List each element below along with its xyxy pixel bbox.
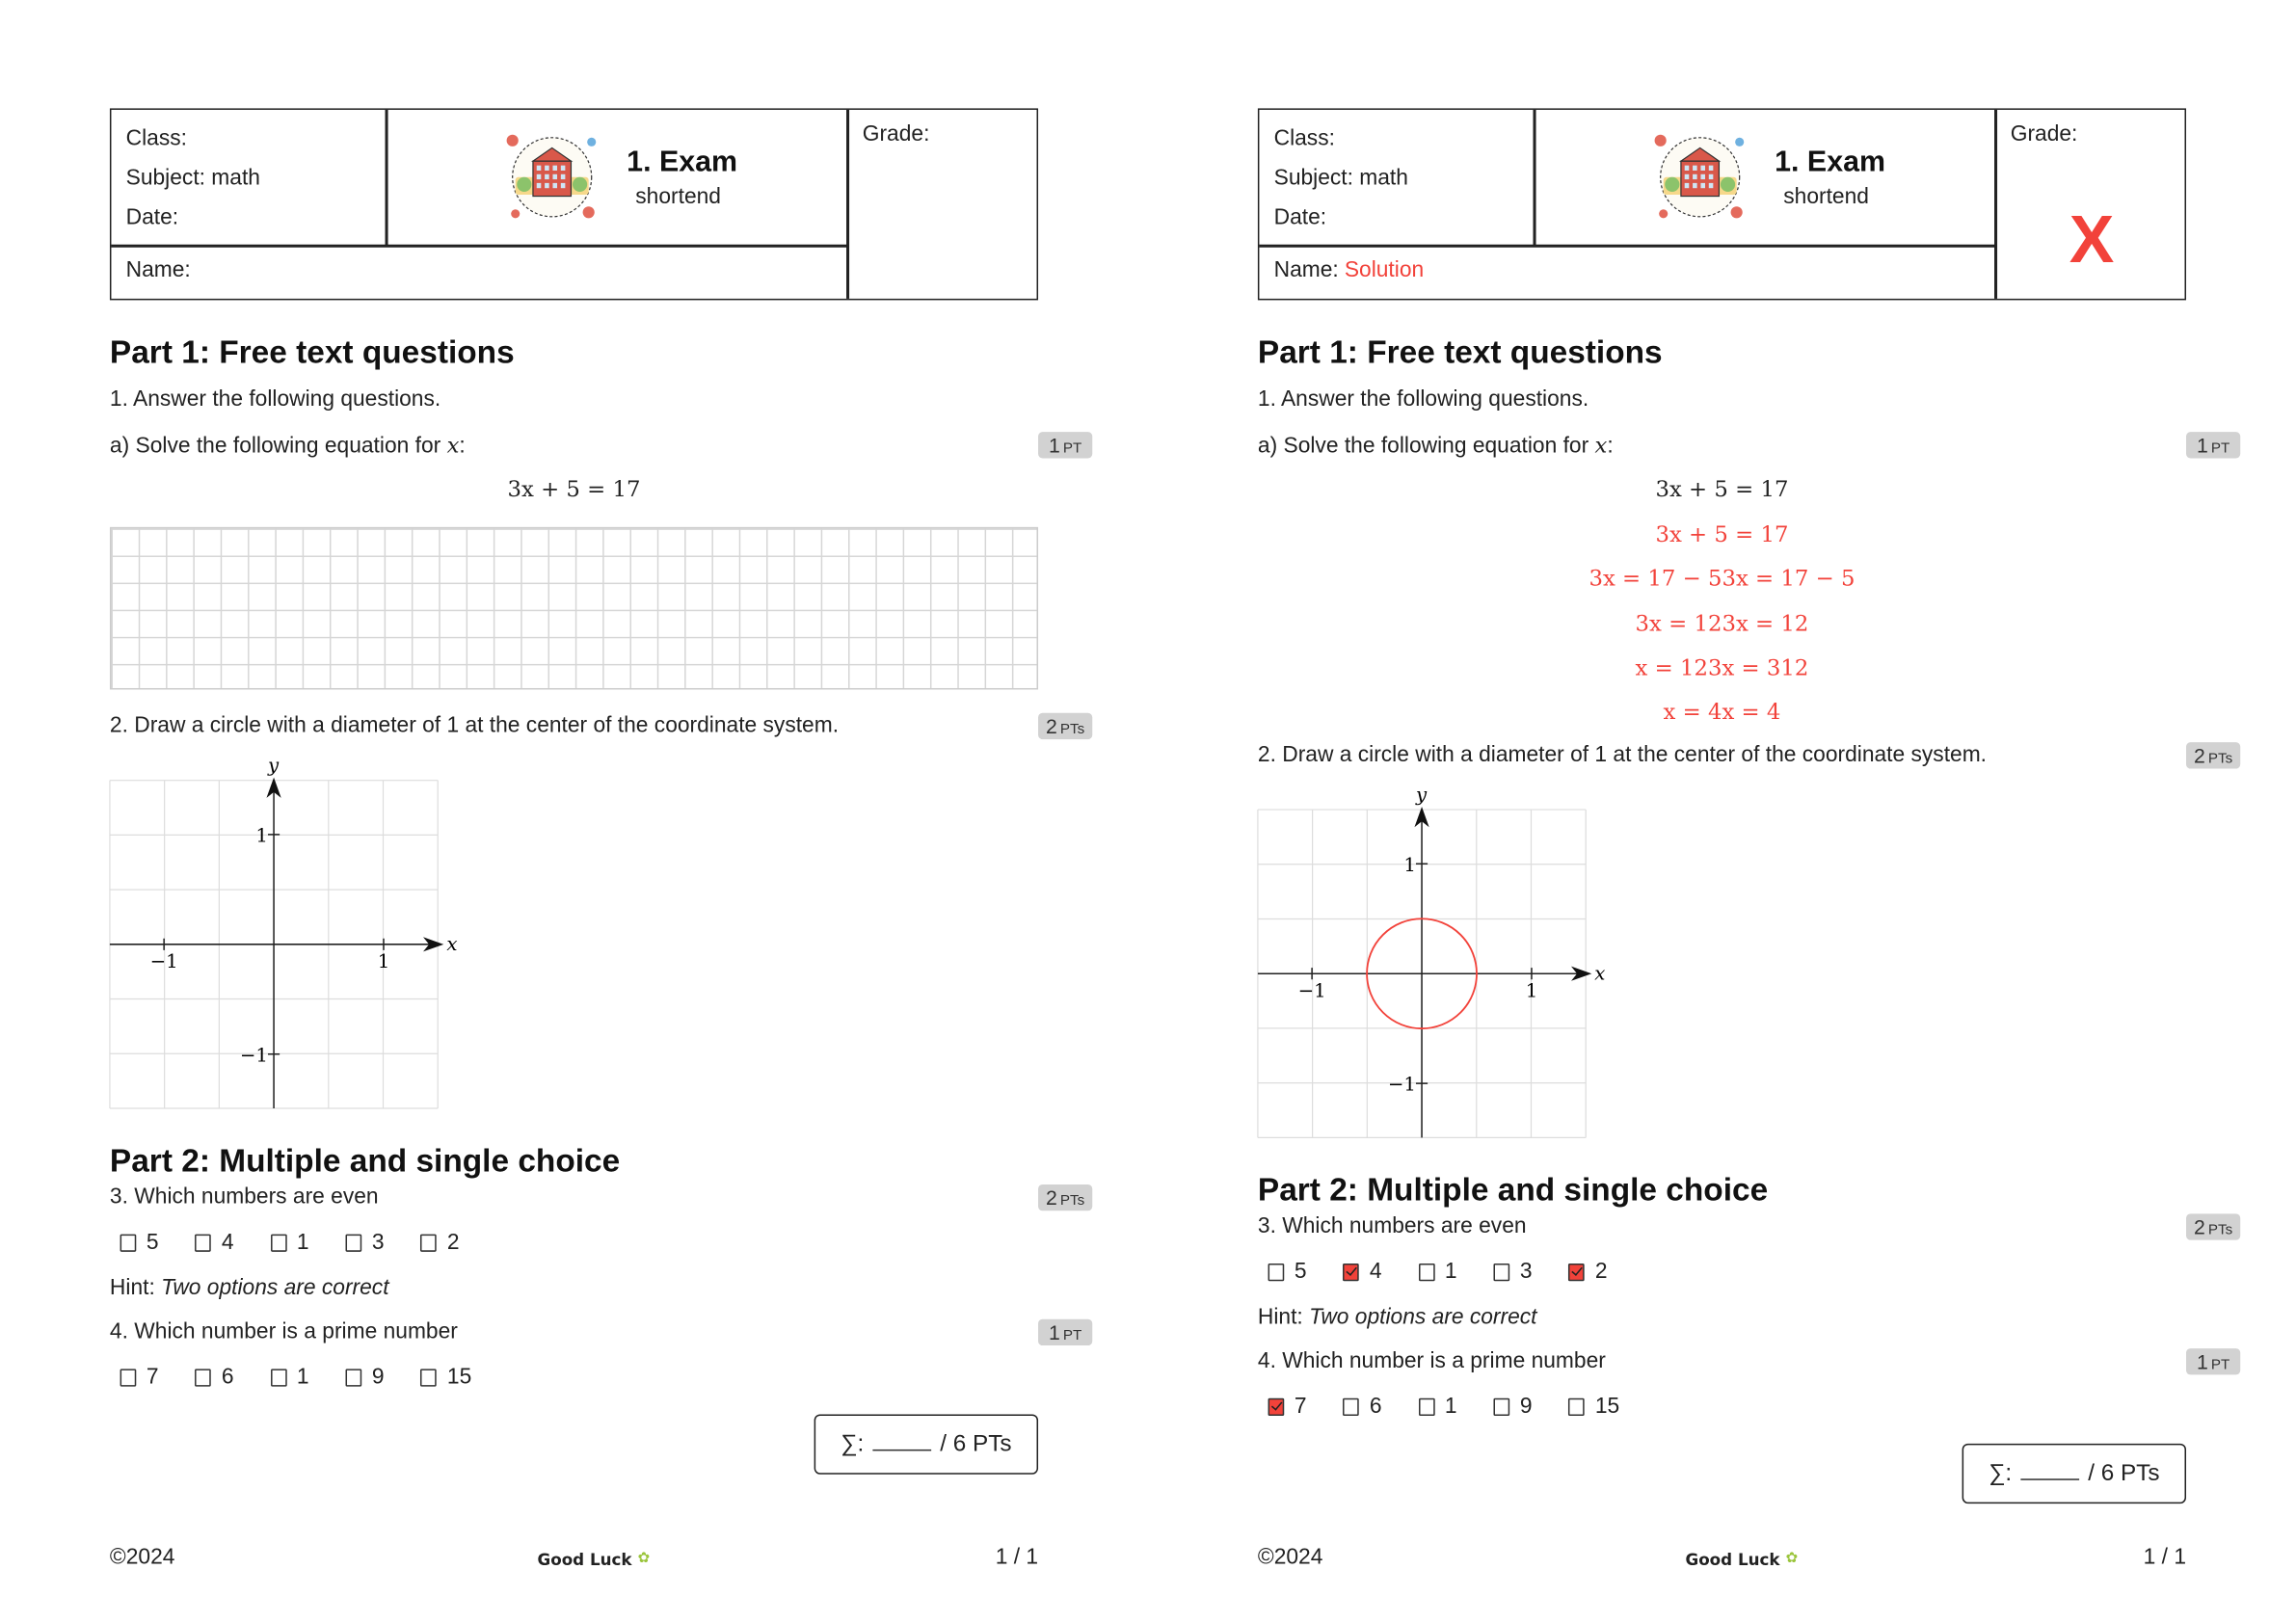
hint-text: [110, 1274, 389, 1303]
total-points-box: [1962, 1444, 2186, 1503]
total-points: / 6 PTs: [940, 1431, 1012, 1457]
checkbox-option[interactable]: [1268, 1258, 1307, 1287]
sum-symbol: ∑:: [841, 1431, 865, 1457]
checkbox-checked[interactable]: [1268, 1398, 1285, 1416]
exam-header-table: [1258, 108, 2186, 300]
divider: [386, 110, 387, 246]
checkbox-option[interactable]: [346, 1229, 385, 1258]
points-unit: PTs: [2207, 1222, 2233, 1239]
y-tick-label: −1: [239, 1044, 268, 1067]
points-value: 2: [1046, 1185, 1057, 1210]
exam-page-blank: [109, 0, 1085, 1622]
points-unit: PTs: [1059, 1193, 1085, 1210]
checkbox-option[interactable]: [1569, 1393, 1620, 1422]
checkbox-option[interactable]: [1268, 1393, 1307, 1422]
points-value: 2: [2194, 1214, 2205, 1239]
checkbox-unchecked[interactable]: [271, 1235, 287, 1252]
checkbox-unchecked[interactable]: [1569, 1398, 1586, 1416]
x-axis-label: x: [1594, 962, 1606, 985]
checkbox-label: 1: [1444, 1259, 1457, 1285]
points-value: 2: [2194, 743, 2205, 768]
question-3-text: 3. Which numbers are even: [109, 1184, 379, 1210]
points-value: 1: [2196, 1349, 2208, 1373]
checkbox-unchecked[interactable]: [196, 1369, 212, 1386]
solution-step: x = 4x = 4: [1663, 698, 1781, 726]
points-unit: PT: [1062, 1327, 1082, 1344]
name-label: Name:: [1273, 257, 1339, 283]
hint-content: Two options are correct: [1309, 1304, 1537, 1330]
question-1a-variable: x: [446, 432, 460, 459]
question-1-text: 1. Answer the following questions.: [109, 386, 441, 412]
question-1a-variable: x: [1594, 432, 1608, 459]
date-label: Date:: [1273, 204, 1327, 230]
checkbox-label: 6: [221, 1364, 234, 1390]
checkbox-label: 6: [1369, 1394, 1382, 1420]
checkbox-unchecked[interactable]: [271, 1369, 287, 1386]
solution-step: 3x + 5 = 17: [1655, 520, 1789, 548]
footer-page-number: 1 / 1: [995, 1544, 1039, 1570]
hint-content: Two options are correct: [161, 1275, 389, 1300]
part1-heading: Part 1: Free text questions: [1257, 333, 1663, 371]
checkbox-unchecked[interactable]: [346, 1235, 362, 1252]
hint-label: Hint:: [109, 1275, 162, 1300]
y-tick-label: −1: [1387, 1073, 1416, 1096]
checkbox-unchecked[interactable]: [196, 1235, 212, 1252]
checkbox-label: 3: [1519, 1259, 1533, 1285]
question-1a-prefix: a) Solve the following equation for: [1257, 433, 1595, 459]
divider: [1533, 110, 1535, 246]
exam-title: 1. Exam: [1775, 146, 1886, 179]
checkbox-checked[interactable]: [1344, 1264, 1360, 1281]
points-value: 2: [1046, 714, 1057, 738]
checkbox-unchecked[interactable]: [346, 1369, 362, 1386]
points-badge: [1038, 1319, 1092, 1345]
solution-step: 3x = 17 − 53x = 17 − 5: [1589, 565, 1855, 593]
checkbox-option[interactable]: [421, 1229, 460, 1258]
checkbox-option[interactable]: [1569, 1258, 1608, 1287]
solution-step: x = 123x = 312: [1635, 653, 1809, 681]
checkbox-label: 1: [296, 1364, 309, 1390]
checkbox-unchecked[interactable]: [1419, 1398, 1435, 1416]
x-axis-label: x: [446, 932, 458, 955]
question-2-text: 2. Draw a circle with a diameter of 1 at the center of the coordinate system.: [1257, 742, 1988, 768]
school-logo-icon: [1652, 129, 1749, 226]
checkbox-option[interactable]: [1344, 1393, 1382, 1422]
checkbox-unchecked[interactable]: [421, 1369, 438, 1386]
exam-subtitle: shortend: [635, 184, 721, 210]
grade-label: Grade:: [2010, 121, 2078, 146]
checkbox-option[interactable]: [1344, 1258, 1382, 1287]
points-badge: [2186, 1348, 2240, 1374]
sum-symbol: ∑:: [1989, 1461, 2013, 1486]
hint-text: [1258, 1303, 1537, 1332]
checkbox-label: 4: [1369, 1259, 1382, 1285]
checkbox-option[interactable]: [196, 1229, 234, 1258]
question-3-text: 3. Which numbers are even: [1257, 1213, 1527, 1239]
checkbox-label: 9: [371, 1364, 385, 1390]
checkbox-unchecked[interactable]: [120, 1369, 137, 1386]
footer-page-number: 1 / 1: [2143, 1544, 2187, 1570]
question-4-options: [120, 1363, 509, 1392]
checkbox-label: 15: [1594, 1394, 1620, 1420]
points-value: 1: [1048, 1320, 1060, 1344]
points-badge: [2186, 1213, 2240, 1239]
checkbox-option[interactable]: [346, 1363, 385, 1392]
x-tick-label: −1: [1297, 979, 1326, 1002]
name-field: [126, 256, 197, 285]
class-label: Class:: [1273, 125, 1335, 151]
checkbox-label: 5: [1294, 1259, 1307, 1285]
question-1a-suffix: :: [1607, 433, 1614, 459]
exam-page-solution: [1257, 0, 2233, 1622]
clover-icon: ✿: [637, 1550, 651, 1567]
question-2-text: 2. Draw a circle with a diameter of 1 at the center of the coordinate system.: [109, 712, 840, 738]
equation: 3x + 5 = 17: [1655, 475, 1789, 503]
points-badge: [2186, 432, 2240, 458]
checkbox-unchecked[interactable]: [1268, 1264, 1285, 1281]
question-1a-suffix: :: [459, 433, 466, 459]
points-unit: PTs: [1059, 721, 1085, 738]
checkbox-option[interactable]: [120, 1363, 159, 1392]
total-points-box: [814, 1414, 1038, 1474]
question-3-options: [120, 1229, 496, 1258]
divider: [846, 110, 848, 299]
school-logo-icon: [504, 129, 601, 226]
points-badge: [1038, 432, 1092, 458]
checkbox-label: 15: [446, 1364, 472, 1390]
checkbox-option[interactable]: [421, 1363, 472, 1392]
footer-good-luck: [1685, 1545, 1798, 1576]
checkbox-unchecked[interactable]: [421, 1235, 438, 1252]
checkbox-option[interactable]: [1419, 1393, 1457, 1422]
points-badge: [1038, 713, 1092, 739]
score-blank[interactable]: [2020, 1461, 2079, 1480]
checkbox-option[interactable]: [271, 1363, 309, 1392]
checkbox-label: 1: [1444, 1394, 1457, 1420]
equation: 3x + 5 = 17: [507, 475, 641, 503]
points-unit: PT: [1062, 440, 1082, 457]
question-1a-text: [1258, 431, 1614, 462]
x-tick-label: −1: [149, 950, 178, 973]
question-4-options: [1268, 1393, 1657, 1422]
part1-heading: Part 1: Free text questions: [109, 333, 515, 371]
exam-subtitle: shortend: [1783, 184, 1869, 210]
question-1a-text: [110, 431, 466, 462]
score-blank[interactable]: [872, 1432, 931, 1451]
points-value: 1: [2196, 433, 2208, 457]
footer-copyright: ©2024: [1257, 1544, 1323, 1570]
x-tick-label: 1: [377, 950, 390, 973]
name-field: [1274, 256, 1425, 285]
checkbox-label: 5: [146, 1230, 159, 1255]
part2-heading: Part 2: Multiple and single choice: [109, 1141, 621, 1179]
name-label: Name:: [125, 257, 191, 283]
exam-header-table: [110, 108, 1038, 300]
grade-label: Grade:: [862, 121, 930, 146]
total-points: / 6 PTs: [2088, 1461, 2160, 1486]
x-tick-label: 1: [1525, 979, 1538, 1002]
checkbox-label: 3: [371, 1230, 385, 1255]
divider: [111, 245, 847, 247]
grade-mark: X: [2069, 200, 2115, 278]
question-3-options: [1268, 1258, 1644, 1287]
subject-label: Subject: math: [125, 165, 260, 191]
points-unit: PT: [2210, 440, 2230, 457]
checkbox-label: 2: [1594, 1259, 1608, 1285]
y-axis-label: y: [267, 754, 280, 777]
checkbox-label: 9: [1519, 1394, 1533, 1420]
checkbox-label: 7: [146, 1364, 159, 1390]
coordinate-system[interactable]: [110, 754, 458, 1108]
checkbox-label: 1: [296, 1230, 309, 1255]
checkbox-option[interactable]: [1419, 1258, 1457, 1287]
part2-heading: Part 2: Multiple and single choice: [1257, 1171, 1769, 1209]
name-value: Solution: [1344, 257, 1425, 283]
footer-good-luck: [538, 1545, 651, 1576]
hint-label: Hint:: [1257, 1304, 1310, 1330]
checkbox-option[interactable]: [196, 1363, 234, 1392]
y-tick-label: 1: [1403, 853, 1416, 876]
solution-step: 3x = 123x = 12: [1635, 609, 1809, 637]
checkbox-label: 4: [221, 1230, 234, 1255]
exam-title: 1. Exam: [627, 146, 738, 179]
good-luck-text: Good Luck: [537, 1550, 632, 1570]
checkbox-option[interactable]: [271, 1229, 309, 1258]
y-tick-label: 1: [255, 824, 268, 847]
checkbox-option[interactable]: [120, 1229, 159, 1258]
checkbox-unchecked[interactable]: [1494, 1264, 1510, 1281]
checkbox-option[interactable]: [1494, 1258, 1533, 1287]
checkbox-label: 2: [446, 1230, 460, 1255]
checkbox-option[interactable]: [1494, 1393, 1533, 1422]
checkbox-unchecked[interactable]: [120, 1235, 137, 1252]
checkbox-unchecked[interactable]: [1419, 1264, 1435, 1281]
checkbox-unchecked[interactable]: [1344, 1398, 1360, 1416]
points-unit: PT: [2210, 1357, 2230, 1373]
question-1-text: 1. Answer the following questions.: [1257, 386, 1589, 412]
points-unit: PTs: [2207, 751, 2233, 768]
points-badge: [1038, 1184, 1092, 1211]
checkbox-label: 7: [1294, 1394, 1307, 1420]
points-badge: [2186, 742, 2240, 768]
clover-icon: ✿: [1785, 1550, 1799, 1567]
class-label: Class:: [125, 125, 187, 151]
checkbox-unchecked[interactable]: [1494, 1398, 1510, 1416]
good-luck-text: Good Luck: [1685, 1550, 1780, 1570]
y-axis-label: y: [1415, 783, 1428, 806]
divider: [1259, 245, 1995, 247]
points-value: 1: [1048, 433, 1060, 457]
question-4-text: 4. Which number is a prime number: [1257, 1348, 1606, 1373]
coordinate-system[interactable]: [1258, 783, 1606, 1137]
question-4-text: 4. Which number is a prime number: [109, 1318, 458, 1344]
footer-copyright: ©2024: [109, 1544, 175, 1570]
question-1a-prefix: a) Solve the following equation for: [109, 433, 447, 459]
checkbox-checked[interactable]: [1569, 1264, 1586, 1281]
subject-label: Subject: math: [1273, 165, 1408, 191]
date-label: Date:: [125, 204, 179, 230]
answer-grid-area[interactable]: [110, 527, 1038, 690]
